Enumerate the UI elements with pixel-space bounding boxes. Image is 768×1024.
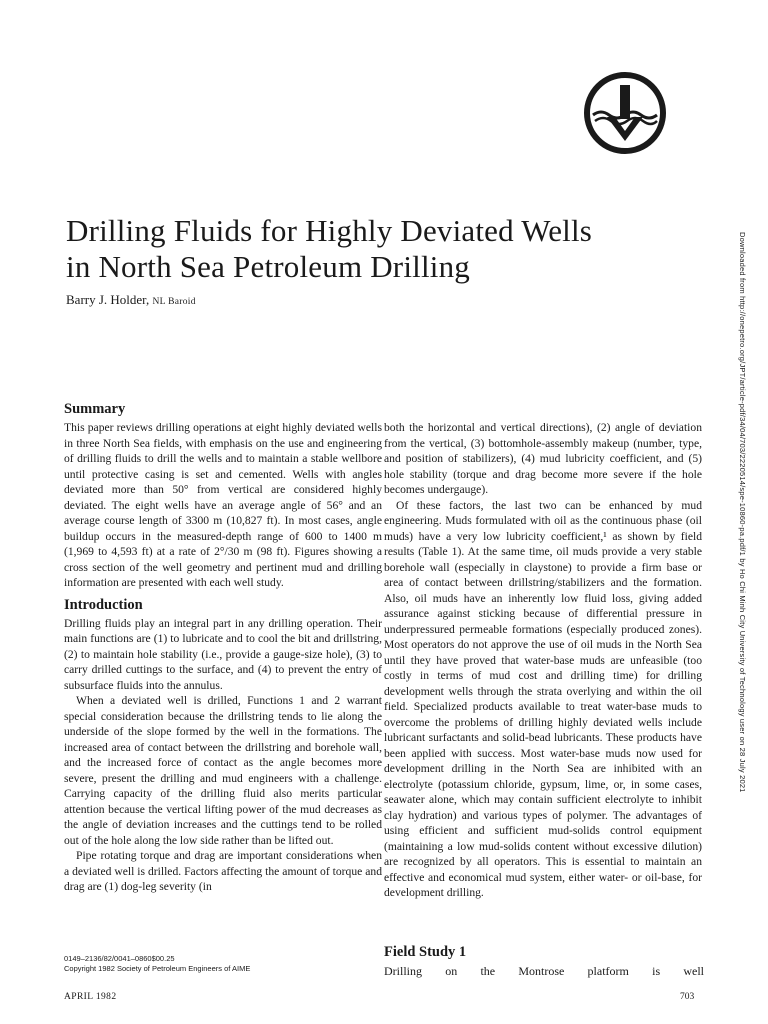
download-watermark-text: Downloaded from http://onepetro.org/JPT/article-pdf/34/04/703/2220514/spe-10860-pa.pdf/1 by Ho Chi Minh City University of Technology user on 28 July 2021 (738, 232, 747, 793)
left-column (64, 400, 382, 895)
intro-paragraph: When a deviated well is drilled, Functions 1 and 2 warrant special consideration because the drillstring tends to lie along the underside of the slope formed by the well in the formations. The increased area of contact between the drillstring and borehole wall, and the increased force of contact as the angle becomes more severe, present the drilling and mud engineers with a challenge. Carrying capacity of the drilling fluid also merits particular attention because the vertical lifting power of the mud decreases as the angle of deviation increases and the cuttings tend to be rolled out of the hole along the low side rather than be lifted out. (64, 694, 382, 847)
field-study-heading: Field Study 1 (384, 944, 467, 960)
spe-logo-icon (583, 71, 667, 155)
author-name: Barry J. Holder, (66, 292, 150, 307)
paper-title (66, 213, 686, 285)
summary-heading: Summary (64, 401, 126, 417)
title-line: Drilling Fluids for Highly Deviated Wells (66, 213, 593, 248)
title-line: in North Sea Petroleum Drilling (66, 249, 470, 284)
footnote (64, 954, 250, 973)
footnote-copyright: Copyright 1982 Society of Petroleum Engineers of AIME (64, 963, 251, 973)
author-affiliation: NL Baroid (152, 297, 196, 307)
intro-paragraph: Pipe rotating torque and drag are important considerations when a deviated well is drilled. Factors affecting the amount of torque and drag are (1) dog-leg severity (in (64, 849, 382, 893)
right-column (384, 420, 702, 901)
body-paragraph: Of these factors, the last two can be enhanced by mud engineering. Muds formulated with oil as the continuous phase (oil muds) have a very low lubricity coefficient,¹ as shown by field results (Table 1). At the same time, oil muds provide a very stable borehole wall (especially in claystone) to provide a firm base or area of contact between drillstring/stabilizers and the formation. Also, oil muds have an inherently low fluid loss, giving added assurance against sticking because of differential pressure in underpressured permeable formations (especially produced zones). Most operators do not approve the use of oil muds in the North Sea until they have proved that water-base muds are unfeasible (too costly in terms of mud cost and drilling time) for drilling development wells through the strata overlying and within the oil field. Specialized products available to treat water-base muds to overcome the problems of drilling highly deviated wells include lubricant surfactants and solid-bead lubricants. These products have been applied with success. Most water-base muds now used for development drilling in the North Sea are inhibited with an electrolyte (potassium chloride, gypsum, lime, or, in some cases, seawater alone, which may contain sufficient electrolyte to inhibit clay hydration) and various types of polymer. The advantages of using efficient and sufficient mud-solids control equipment (maintaining a low mud-solids content without excessive dilution) are recognized by all operators. This is essential to maintain an effective and economical mud system, either water- or oil-base, for development drilling. (384, 498, 702, 899)
body-paragraph: both the horizontal and vertical directions), (2) angle of deviation from the vertical, (3) bottomhole-assembly makeup (number, type, and position of stabilizers), (4) mud lubricity coefficient, and (5) hole stability (torque and drag become more severe if the hole becomes undergauge). (384, 421, 702, 496)
download-watermark (738, 232, 750, 793)
footer-date: APRIL 1982 (64, 992, 117, 1002)
field-study-text: Drilling on the Montrose platform is well (384, 964, 704, 978)
summary-text: This paper reviews drilling operations at eight highly deviated wells in three North Sea fields, with emphasis on the use and engineering of drilling fluids to drill the wells and to maintain a stable wellbore until protective casing is set and cemented. Wells with angles deviated more than 50° from vertical are considered highly deviated. The eight wells have an average angle of 56° and an average course length of 3300 m (10,827 ft). In most cases, angle buildup occurs in the measured-depth range of 600 to 1400 m (1,969 to 4,593 ft) at a rate of 2°/30 m (98 ft). Figures showing a cross section of the well geometry and pertinent mud and drilling information are presented with each well study. (64, 421, 382, 589)
author-line (66, 292, 196, 308)
intro-paragraph: Drilling fluids play an integral part in any drilling operation. Their main functions are (1) to lubricate and to cool the bit and drillstring, (2) to maintain hole stability (i.e., provide a gauge-size hole), (3) to carry drilled cuttings to the surface, and (4) to prevent the entry of subsurface fluids into the annulus. (64, 616, 382, 692)
introduction-heading: Introduction (64, 596, 143, 613)
footnote-code: 0149–2136/82/0041–0860$00.25 (64, 954, 175, 963)
page-number: 703 (680, 992, 695, 1002)
